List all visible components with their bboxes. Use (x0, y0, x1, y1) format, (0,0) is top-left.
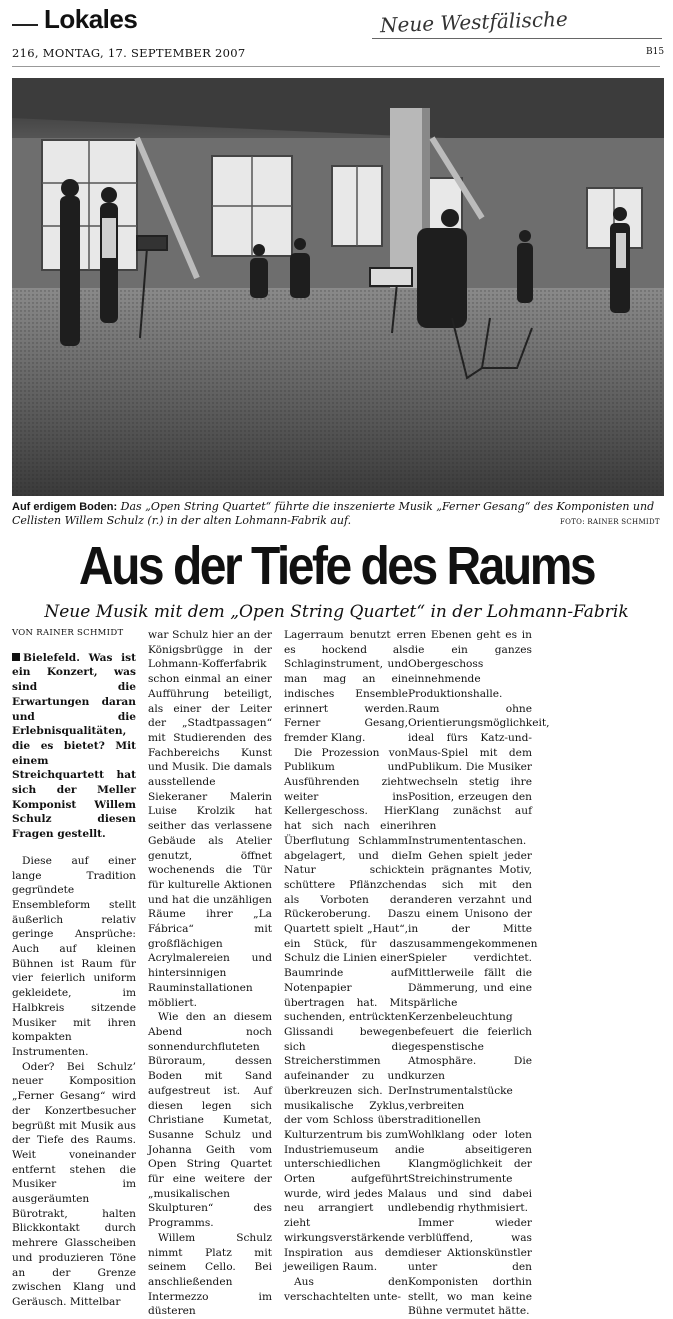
article-column-4 (408, 628, 550, 1319)
lead-paragraph (12, 651, 136, 842)
paragraph: Willem Schulz nimmt Platz mit seinem Cello. Bei anschließenden Intermezzo im düsteren (148, 1231, 272, 1318)
paragraph: Lagerraum benutzt er es hockend als Schlaginstrument, und man mag an ein indisches Ensemble erinnert werden. Ferner Gesang, fremder Klang. (284, 629, 408, 744)
dateline: 216, MONTAG, 17. SEPTEMBER 2007 (12, 46, 246, 60)
caption-label: Auf erdigem Boden: (12, 501, 118, 513)
header-rule (12, 66, 660, 67)
headline: Aus der Tiefe des Raums (78, 537, 595, 597)
handwritten-underline (372, 38, 662, 39)
section-rule (12, 24, 38, 26)
paragraph: Wie den an diesem Abend noch sonnendurchfluteten Büroraum, dessen Boden mit Sand aufgestreut ist. Auf diesen legen sich Christiane Kumetat, Susanne Schulz und Johanna Geith vom Open String Quartet für eine weitere der „musikalischen Skulpturen“ des Programms. (148, 1011, 272, 1230)
paragraph: ren Ebenen geht es in die ein ganzes Obergeschoss einnehmende Produktionshalle. Raum ohne Orientierungsmöglichkeit, ideal fürs Katz-und-Maus-Spiel mit dem Publikum. Die Musiker wechseln stetig ihre Position, erzeugen den Klang zunächst auf ihren Instrumententaschen. Im Gehen spielt jeder ein prägnantes Motiv, das sich mit den anderen verzahnt und zu einem Unisono der in der Mitte zusammengekommenen Spieler verdichtet. Mittlerweile fällt die Dämmerung, und eine spärliche Kerzenbeleuchtung befeuert die feierlich gespenstische Atmosphäre. Die kurzen Instrumentalstücke verbreiten traditionellen Wohlklang oder loten die abseitigeren Klangmöglichkeit der Streichinstrumente aus und sind dabei lebendig rhythmisiert. (408, 629, 550, 1215)
article-column-2 (148, 628, 272, 1319)
paragraph: Die Prozession von Publikum und Ausführenden zieht weiter ins Kellergeschoss. Hier hat sich nach einer Überflutung Schlamm abgelagert, und die Natur schickt schüttere Pflänzchen als Vorboten der Rückeroberung. Das Quartett spielt „Haut“, ein Stück, für das Schulz die Linien einer Baumrinde auf Notenpapier übertragen hat. Mit suchenden, entrückten Glissandi bewegen sich die Streicherstimmen aufeinander zu und überkreuzen sich. Der musikalische Zyklus, der vom Schloss übers Kulturzentrum bis zum Industriemuseum an unterschiedlichen Orten aufgeführt wurde, wird jedes Mal neu arrangiert und zieht wirkungsverstärkende Inspiration aus dem jeweiligen Raum. (284, 746, 408, 1274)
caption-text: Das „Open String Quartet“ führte die inszenierte Musik „Ferner Gesang“ des Komponisten und Cellisten Willem Schulz (r.) in der alten Lohmann-Fabrik auf. (12, 500, 655, 527)
article-column-3 (284, 628, 408, 1304)
page-code: B15 (646, 47, 665, 57)
lead-square-icon (12, 653, 20, 661)
paragraph: Immer wieder verblüffend, was dieser Aktionskünstler unter den Komponisten dorthin stellt, wo man keine Bühne vermutet hätte. (408, 1217, 532, 1318)
paragraph: Diese auf einer lange Tradition gegründete Ensembleform stellt äußerlich relativ geringe Ansprüche: Auch auf kleinen Bühnen ist Raum für vier feierlich uniform gekleidete, im Halbkreis sitzende Musiker mit ihren kompakten Instrumenten. (12, 854, 136, 1058)
lead-text: Bielefeld. Was ist ein Konzert, was sind die Erwartungen daran und die Erlebnisqualitäten, die es bietet? Mit einem Streichquartett hat sich der Meller Komponist Willem Schulz diesen Fragen gestellt. (12, 651, 136, 841)
paragraph: Oder? Bei Schulz’ neuer Komposition „Ferner Gesang“ wird der Konzertbesucher begrüßt mit Musik aus der Tiefe des Raums. Weit voneinander entfernt stehen die Musiker im ausgeräumten Bürotrakt, halten Blickkontakt durch mehrere Glasscheiben und produzieren Töne an der Grenze zwischen Klang und Geräusch. Mittelbar (12, 1060, 136, 1308)
article-column-1 (12, 626, 136, 1310)
article-photo (12, 78, 664, 496)
photo-illustration (12, 78, 664, 496)
subheadline: Neue Musik mit dem „Open String Quartet“ in der Lohmann-Fabrik (44, 602, 629, 622)
byline: VON RAINER SCHMIDT (12, 628, 124, 638)
section-title: Lokales (44, 4, 138, 34)
paragraph: war Schulz hier an der Königsbrügge in der Lohmann-Kofferfabrik schon einmal an einer Aufführung beteiligt, als einer der Leiter der „Stadtpassagen“ mit Studierenden des Fachbereichs Kunst und Musik. Die damals ausstellende Siekeraner Malerin Luise Krolzik hat seither das verlassene Gebäude als Atelier genutzt, öffnet wochenends die Tür für kulturelle Aktionen und hat die unzähligen Räume ihrer „La Fábrica“ mit großflächigen Acrylmalereien und hintersinnigen Rauminstallationen möbliert. (148, 629, 272, 1009)
photo-credit: FOTO: RAINER SCHMIDT (560, 518, 660, 526)
paragraph: Aus den verschachtelten unte- (284, 1275, 408, 1303)
handwritten-note: Neue Westfälische (379, 6, 569, 38)
